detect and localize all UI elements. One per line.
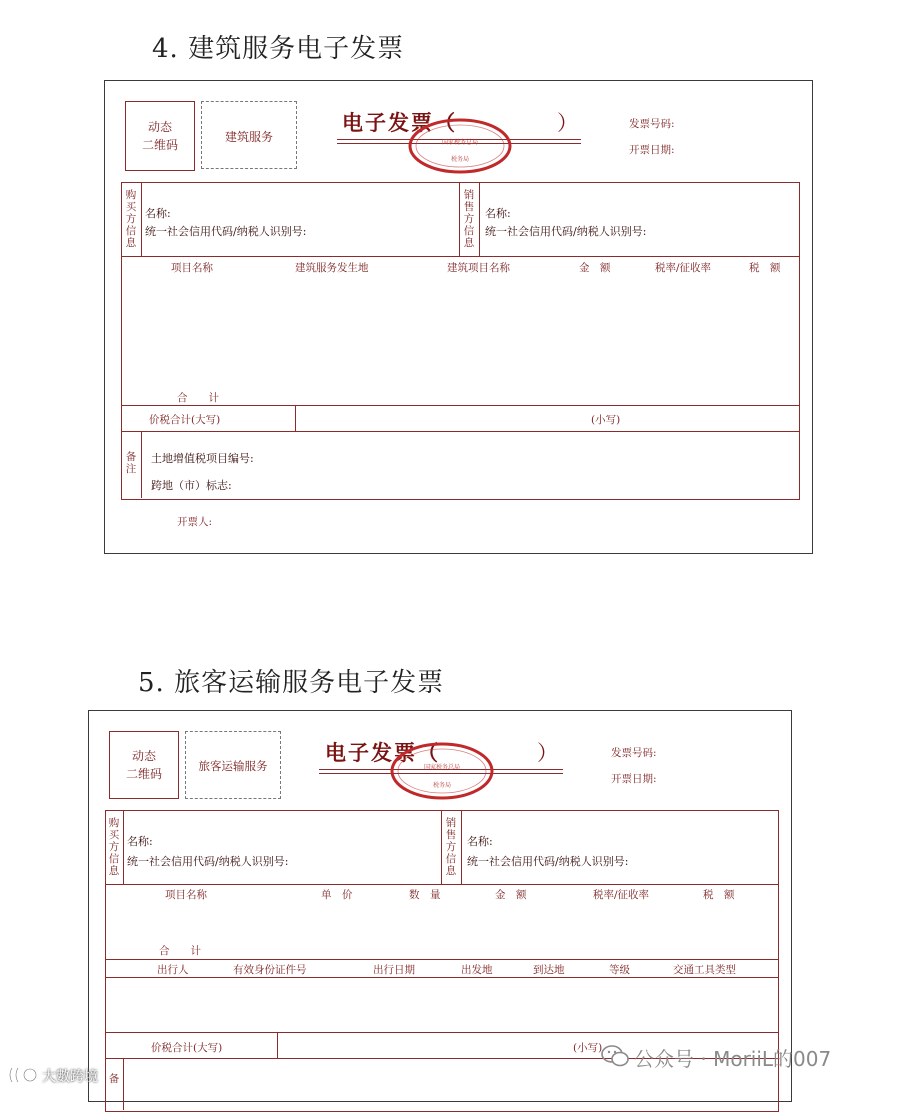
tax-seal-icon [389,741,495,801]
col-item-name: 项目名称 [165,889,207,901]
col-tax-rate: 税率/征收率 [655,262,712,274]
buyer-info-vertical: 购买方信息 [125,189,137,249]
seller-tax-id-label: 统一社会信用代码/纳税人识别号: [485,225,647,238]
remarks-vertical: 备 [108,1073,120,1085]
seller-tax-id-label: 统一社会信用代码/纳税人识别号: [467,855,629,868]
issue-date-label: 开票日期: [611,773,657,785]
passenger-col-arrival: 到达地 [533,964,565,976]
invoice-title-close: ） [537,741,558,765]
svg-text:国家税务总局: 国家税务总局 [423,764,461,771]
land-vat-label: 土地增值税项目编号: [151,452,254,465]
service-type-box [201,101,297,169]
total-label: 合 计 [177,392,219,404]
col-item-name: 项目名称 [171,262,213,274]
total-caps-label: 价税合计(大写) [151,1042,223,1054]
svg-text:税务局: 税务局 [432,782,452,789]
passenger-col-departure: 出发地 [461,964,493,976]
col-amount: 金 额 [579,262,611,274]
col-amount: 金 额 [495,889,527,901]
tax-seal-icon [407,117,513,175]
col-project-name: 建筑项目名称 [447,262,510,274]
issue-date-label: 开票日期: [629,144,675,156]
section-heading-passenger: 5. 旅客运输服务电子发票 [138,668,445,698]
service-type-label: 旅客运输服务 [198,759,268,773]
passenger-col-class: 等级 [609,964,630,976]
watermark-brand: 大數跨境 [42,1069,98,1085]
invoice-number-label: 发票号码: [611,747,657,759]
svg-text:税务局: 税务局 [450,156,470,163]
seller-info-vertical: 销售方信息 [463,189,475,249]
col-tax-amount: 税 额 [703,889,735,901]
qr-code-box [109,731,179,799]
col-service-location: 建筑服务发生地 [295,262,369,274]
col-tax-amount: 税 额 [749,262,781,274]
passenger-col-date: 出行日期 [373,964,415,976]
col-tax-rate: 税率/征收率 [593,889,650,901]
buyer-tax-id-label: 统一社会信用代码/纳税人识别号: [127,855,289,868]
qr-code-box [125,101,195,171]
service-type-box [185,731,281,799]
remarks-vertical: 备注 [125,451,137,475]
buyer-tax-id-label: 统一社会信用代码/纳税人识别号: [145,225,307,238]
total-small-label: (小写) [573,1042,603,1054]
watermark-account: 公众号 · MoriiL的007 [634,1047,832,1071]
col-quantity: 数 量 [409,889,441,901]
total-small-label: (小写) [591,414,621,426]
qr-code-label: 动态 二维码 [125,749,162,781]
seller-name-label: 名称: [485,207,511,220]
section-heading-construction: 4. 建筑服务电子发票 [152,34,405,64]
service-type-label: 建筑服务 [224,130,273,144]
cross-region-label: 跨地（市）标志: [151,479,232,492]
wechat-icon [600,1044,630,1068]
invoice-number-label: 发票号码: [629,118,675,130]
total-caps-label: 价税合计(大写) [149,414,221,426]
invoice-title: 电子发票（ [342,110,457,135]
passenger-col-vehicle: 交通工具类型 [673,964,736,976]
buyer-name-label: 名称: [145,207,171,220]
invoice-construction [104,80,813,554]
col-unit-price: 单 价 [321,889,353,901]
invoice-title: 电子发票（ [325,740,440,765]
seller-info-vertical: 销售方信息 [445,817,457,877]
svg-text:国家税务总局: 国家税务总局 [441,139,479,146]
buyer-info-vertical: 购买方信息 [108,817,120,877]
invoice-title-close: ） [557,111,578,135]
issuer-label: 开票人: [177,516,213,528]
total-label: 合 计 [159,945,201,957]
qr-code-label: 动态 二维码 [141,120,178,152]
seller-name-label: 名称: [467,835,493,848]
passenger-col-id-number: 有效身份证件号 [233,964,307,976]
logo-icon [8,1064,38,1086]
passenger-col-traveler: 出行人 [157,964,189,976]
buyer-name-label: 名称: [127,835,153,848]
